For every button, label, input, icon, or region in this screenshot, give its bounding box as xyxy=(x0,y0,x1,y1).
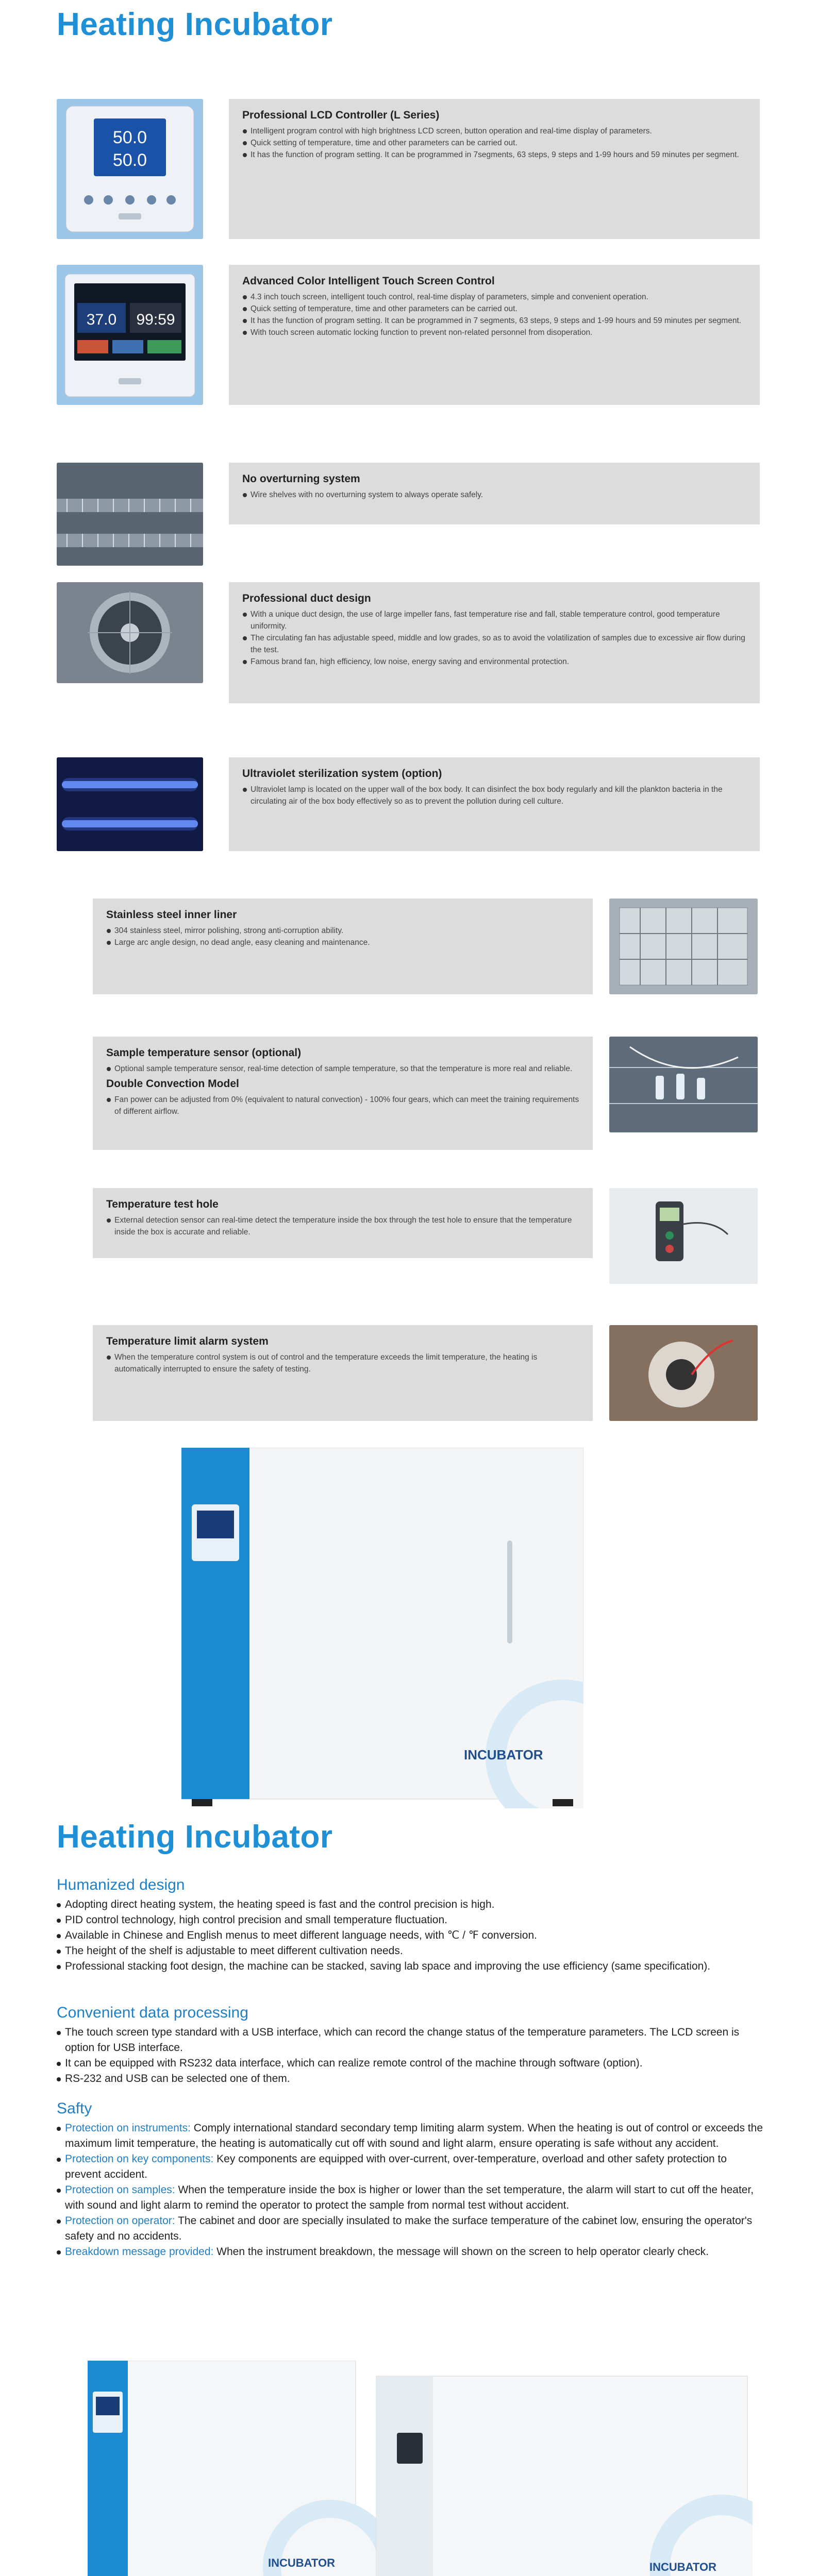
list-item: Available in Chinese and English menus to meet different language needs, with ℃ / ℉ conversion. xyxy=(57,1928,763,1943)
list-item: The touch screen type standard with a USB interface, which can record the change status of the temperature parameters. The LCD screen is option for USB interface. xyxy=(57,2025,763,2056)
feature-title: Advanced Color Intelligent Touch Screen Control xyxy=(242,275,495,287)
list-item-text: Comply international standard secondary temp limiting alarm system. When the heating is out of control or exceeds the maximum limit temperature, the heating is automatically cut off with sound and light alarm, ensure operating is safe without any accident. xyxy=(65,2122,763,2149)
incubator-image-pair xyxy=(88,2361,753,2576)
feature-card-sample-sensor xyxy=(93,1037,593,1150)
section-list-data xyxy=(57,2025,763,2087)
feature-card-touch-screen xyxy=(229,265,760,405)
temp-limit-icon xyxy=(609,1325,758,1421)
svg-text:99:59: 99:59 xyxy=(136,311,175,328)
duct-fan-image xyxy=(57,582,203,683)
feature-item: Intelligent program control with high brightness LCD screen, button operation and real-time display of parameters. xyxy=(242,125,746,137)
feature-item: Large arc angle design, no dead angle, easy cleaning and maintenance. xyxy=(106,937,579,948)
touch-screen-icon xyxy=(57,265,203,405)
list-item: RS-232 and USB can be selected one of them. xyxy=(57,2071,763,2087)
feature-item: External detection sensor can real-time detect the temperature inside the box through the test hole to ensure that the temperature inside the box is accurate and reliable. xyxy=(106,1214,579,1238)
inner-liner-image xyxy=(609,899,758,994)
list-item xyxy=(57,2244,763,2260)
inner-liner-icon xyxy=(609,899,758,994)
wire-shelf-image xyxy=(57,463,203,566)
svg-text:INCUBATOR: INCUBATOR xyxy=(268,2556,335,2569)
lcd-controller-icon xyxy=(57,99,203,239)
feature-item: Quick setting of temperature, time and other parameters can be carried out. xyxy=(242,303,746,315)
feature-title: Temperature limit alarm system xyxy=(106,1335,269,1347)
list-item: PID control technology, high control precision and small temperature fluctuation. xyxy=(57,1912,763,1928)
feature-card-duct xyxy=(229,582,760,703)
svg-text:37.0: 37.0 xyxy=(86,311,117,328)
list-item-text: When the temperature inside the box is higher or lower than the set temperature, the alarm will start to cut off the heater, with sound and light alarm to remind the operator to protect the sample from normal test without accident. xyxy=(65,2184,754,2211)
feature-item: 304 stainless steel, mirror polishing, strong anti-corruption ability. xyxy=(106,925,579,937)
feature-card-liner xyxy=(93,899,593,994)
feature-card-no-overturning xyxy=(229,463,760,524)
feature-item: With touch screen automatic locking function to prevent non-related personnel from disoperation. xyxy=(242,327,746,338)
feature-card-uv xyxy=(229,757,760,851)
uv-lamp-image xyxy=(57,757,203,851)
feature-title: Stainless steel inner liner xyxy=(106,909,237,921)
section-heading-safety: Safty xyxy=(57,2100,92,2117)
feature-item: With a unique duct design, the use of large impeller fans, fast temperature rise and fall, stable temperature control, good temperature uniformity. xyxy=(242,608,746,632)
feature-item: 4.3 inch touch screen, intelligent touch control, real-time display of parameters, simple and convenient operation. xyxy=(242,291,746,303)
list-item-lead: Protection on samples: xyxy=(65,2184,175,2196)
incubator-image-large xyxy=(181,1448,583,1808)
svg-text:INCUBATOR: INCUBATOR xyxy=(464,1747,543,1762)
feature-item: Wire shelves with no overturning system to always operate safely. xyxy=(242,489,746,501)
list-item-text: The cabinet and door are specially insulated to make the surface temperature of the cabinet low, ensuring the operator's safety and no accidents. xyxy=(65,2215,753,2242)
list-item-lead: Protection on operator: xyxy=(65,2215,175,2227)
section-heading-humanized: Humanized design xyxy=(57,1876,185,1893)
section-list-humanized xyxy=(57,1897,763,1974)
test-hole-image xyxy=(609,1188,758,1284)
svg-text:50.0: 50.0 xyxy=(112,150,147,170)
feature-item: Quick setting of temperature, time and other parameters can be carried out. xyxy=(242,137,746,149)
list-item: Adopting direct heating system, the heating speed is fast and the control precision is high. xyxy=(57,1897,763,1912)
list-item: The height of the shelf is adjustable to meet different cultivation needs. xyxy=(57,1943,763,1959)
feature-card-temp-limit xyxy=(93,1325,593,1421)
list-item: Professional stacking foot design, the machine can be stacked, saving lab space and improving the use efficiency (same specification). xyxy=(57,1959,763,1974)
svg-text:50.0: 50.0 xyxy=(112,128,147,147)
list-item: It can be equipped with RS232 data interface, which can realize remote control of the machine through software (option). xyxy=(57,2056,763,2071)
duct-fan-icon xyxy=(57,582,203,683)
svg-text:INCUBATOR: INCUBATOR xyxy=(649,2561,716,2573)
feature-item: It has the function of program setting. It can be programmed in 7 segments, 63 steps, 9 steps and 1-99 hours and 59 minutes per segment. xyxy=(242,315,746,327)
feature-title: Sample temperature sensor (optional) xyxy=(106,1047,302,1059)
feature-item: Famous brand fan, high efficiency, low noise, energy saving and environmental protection. xyxy=(242,656,746,668)
incubator-icon xyxy=(181,1448,583,1808)
feature-title: Professional duct design xyxy=(242,592,371,604)
feature-title: Ultraviolet sterilization system (option) xyxy=(242,768,442,779)
feature-title: No overturning system xyxy=(242,473,360,485)
list-item xyxy=(57,2121,763,2151)
list-item-text: When the instrument breakdown, the message will shown on the screen to help operator clearly check. xyxy=(213,2246,709,2258)
touch-screen-image xyxy=(57,265,203,405)
feature-title: Temperature test hole xyxy=(106,1198,219,1210)
feature-title: Professional LCD Controller (L Series) xyxy=(242,109,440,121)
wire-shelf-icon xyxy=(57,463,203,566)
feature-card-test-hole xyxy=(93,1188,593,1258)
list-item-lead: Breakdown message provided: xyxy=(65,2246,214,2258)
sample-sensor-icon xyxy=(609,1037,758,1132)
list-item xyxy=(57,2151,763,2182)
thermometer-icon xyxy=(609,1188,758,1284)
incubator-pair-icon xyxy=(88,2361,753,2576)
lcd-controller-image xyxy=(57,99,203,239)
feature-item: Fan power can be adjusted from 0% (equivalent to natural convection) - 100% four gears, which can meet the training requirements of different airflow. xyxy=(106,1094,579,1117)
page-title: Heating Incubator xyxy=(57,7,333,42)
feature-card-lcd xyxy=(229,99,760,239)
sample-sensor-image xyxy=(609,1037,758,1132)
feature-item: Ultraviolet lamp is located on the upper wall of the box body. It can disinfect the box body regularly and kill the plankton bacteria in the circulating air of the box body effectively so as to prevent the pollution during cell culture. xyxy=(242,784,746,807)
list-item xyxy=(57,2213,763,2244)
feature-item: Optional sample temperature sensor, real-time detection of sample temperature, so that the temperature is more real and reliable. xyxy=(106,1063,579,1075)
list-item xyxy=(57,2182,763,2213)
feature-item: The circulating fan has adjustable speed, middle and low grades, so as to avoid the volatilization of samples due to excessive air flow during the test. xyxy=(242,632,746,656)
feature-title-2: Double Convection Model xyxy=(106,1078,239,1090)
temp-limit-image xyxy=(609,1325,758,1421)
uv-lamp-icon xyxy=(57,757,203,851)
section-heading-data: Convenient data processing xyxy=(57,2004,248,2021)
section-list-safety xyxy=(57,2121,763,2260)
feature-item: It has the function of program setting. It can be programmed in 7segments, 63 steps, 9 steps and 1-99 hours and 59 minutes per segment. xyxy=(242,149,746,161)
list-item-lead: Protection on instruments: xyxy=(65,2122,191,2134)
list-item-lead: Protection on key components: xyxy=(65,2153,214,2165)
section-title: Heating Incubator xyxy=(57,1819,333,1855)
feature-item: When the temperature control system is out of control and the temperature exceeds the limit temperature, the heating is automatically interrupted to ensure the safety of testing. xyxy=(106,1351,579,1375)
list-item-text: Key components are equipped with over-current, over-temperature, overload and other safety protection to prevent accident. xyxy=(65,2153,727,2180)
